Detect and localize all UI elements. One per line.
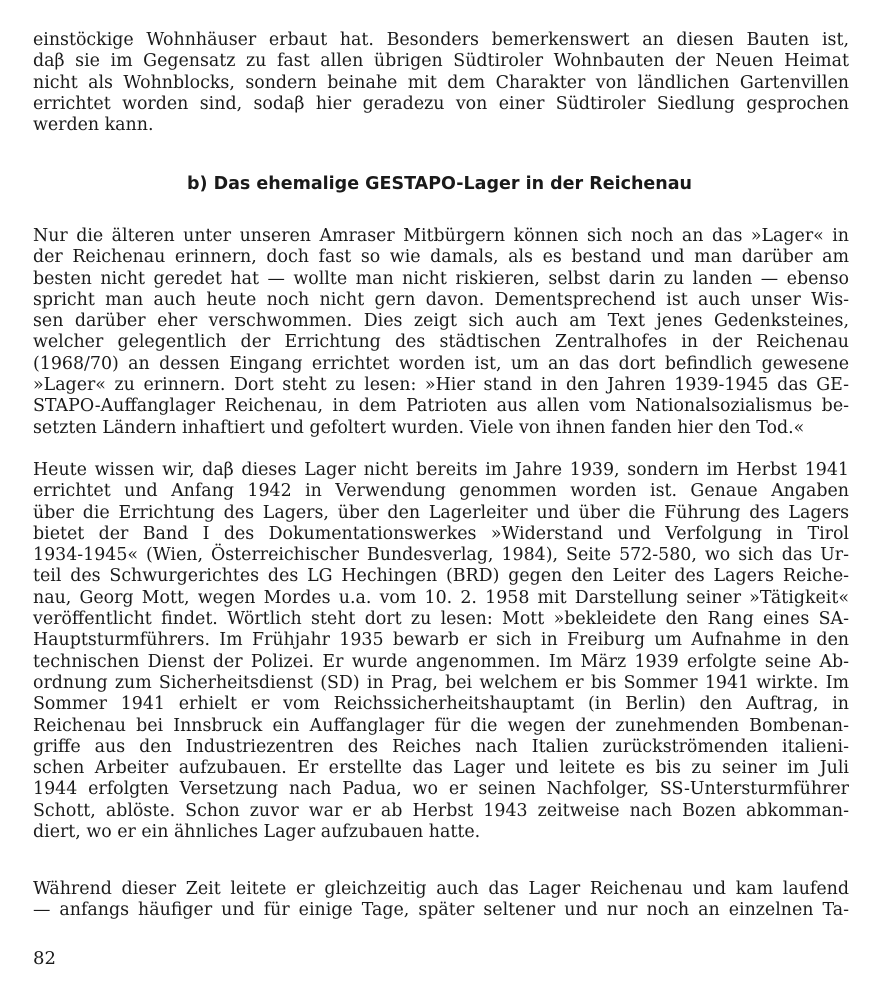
text-line: — anfangs häufiger und für einige Tage, später seltener und nur noch an einzelnen Ta- [33, 900, 849, 921]
text-line: teil des Schwurgerichtes des LG Hechingen (BRD) gegen den Leiter des Lagers Reiche- [33, 566, 849, 587]
text-line: welcher gelegentlich der Errichtung des städtischen Zentralhofes in der Reichenau [33, 332, 849, 353]
text-line: besten nicht geredet hat — wollte man nicht riskieren, selbst darin zu landen — ebenso [33, 268, 849, 289]
text-line: STAPO-Auffanglager Reichenau, in dem Patrioten aus allen vom Nationalsozialismus be- [33, 396, 849, 417]
text-line: nicht als Wohnblocks, sondern beinahe mit dem Charakter von ländlichen Gartenvillen [33, 72, 849, 93]
text-line: Nur die älteren unter unseren Amraser Mitbürgern können sich noch an das »Lager« in [33, 226, 849, 246]
text-line: der Reichenau erinnern, doch fast so wie damals, als es bestand und man darüber am [33, 247, 849, 268]
text-line: Heute wissen wir, daβ dieses Lager nicht bereits im Jahre 1939, sondern im Herbst 1941 [33, 460, 849, 480]
text-line: technischen Dienst der Polizei. Er wurde angenommen. Im März 1939 erfolgte seine Ab- [33, 651, 849, 672]
text-line: (1968/70) an dessen Eingang errichtet worden ist, um an das dort befindlich gewesene [33, 353, 849, 374]
text-line: »Lager« zu erinnern. Dort steht zu lesen: »Hier stand in den Jahren 1939-1945 das GE- [33, 375, 849, 396]
text-line: über die Errichtung des Lagers, über den Lagerleiter und über die Führung des Lagers [33, 502, 849, 523]
text-line: nau, Georg Mott, wegen Mordes u.a. vom 10. 2. 1958 mit Darstellung seiner »Tätigkeit« [33, 587, 849, 608]
text-line: Hauptsturmführers. Im Frühjahr 1935 bewarb er sich in Freiburg um Aufnahme in den [33, 630, 849, 651]
text-line: spricht man auch heute noch nicht gern davon. Dementsprechend ist auch unser Wis- [33, 289, 849, 310]
text-line: sen darüber eher verschwommen. Dies zeigt sich auch am Text jenes Gedenksteines, [33, 311, 849, 332]
text-line: schen Arbeiter aufzubauen. Er erstellte das Lager und leitete es bis zu seiner im Juli [33, 758, 849, 779]
text-line: setzten Ländern inhaftiert und gefoltert wurden. Viele von ihnen fanden hier den Tod.« [33, 417, 805, 438]
paragraph-1 [33, 226, 849, 439]
text-line: Während dieser Zeit leitete er gleichzeitig auch das Lager Reichenau und kam laufend [33, 879, 849, 899]
text-line: Schott, ablöste. Schon zuvor war er ab Herbst 1943 zeitweise nach Bozen abkomman- [33, 800, 849, 821]
text-line: Sommer 1941 erhielt er vom Reichssicherheitshauptamt (in Berlin) den Auftrag, in [33, 694, 849, 715]
text-line: errichtet worden sind, sodaβ hier geradezu von einer Südtiroler Siedlung gesprochen [33, 93, 849, 114]
text-line: 1934-1945« (Wien, Österreichischer Bundesverlag, 1984), Seite 572-580, wo sich das Ur- [33, 545, 849, 566]
text-line: griffe aus den Industriezentren des Reiches nach Italien zurückströmenden italieni- [33, 736, 849, 757]
text-line: 1944 erfolgten Versetzung nach Padua, wo er seinen Nachfolger, SS-Untersturmführer [33, 779, 849, 800]
paragraph-3 [33, 879, 849, 922]
text-line: ordnung zum Sicherheitsdienst (SD) in Prag, bei welchem er bis Sommer 1941 wirkte. Im [33, 672, 849, 693]
page-number: 82 [33, 948, 56, 969]
text-line: veröffentlicht findet. Wörtlich steht dort zu lesen: Mott »bekleidete den Rang eines SA- [33, 609, 849, 630]
text-line: werden kann. [33, 115, 154, 136]
text-line: diert, wo er ein ähnliches Lager aufzubauen hatte. [33, 822, 481, 843]
intro-paragraph [33, 30, 849, 136]
paragraph-2 [33, 460, 849, 843]
text-line: einstöckige Wohnhäuser erbaut hat. Besonders bemerkenswert an diesen Bauten ist, [33, 30, 849, 50]
section-heading: b) Das ehemalige GESTAPO-Lager in der Reichenau [186, 174, 693, 194]
text-line: daβ sie im Gegensatz zu fast allen übrigen Südtiroler Wohnbauten der Neuen Heimat [33, 51, 849, 72]
text-line: bietet der Band I des Dokumentationswerkes »Widerstand und Verfolgung in Tirol [33, 523, 849, 544]
text-line: Reichenau bei Innsbruck ein Auffanglager für die wegen der zunehmenden Bombenan- [33, 715, 849, 736]
text-line: errichtet und Anfang 1942 in Verwendung genommen worden ist. Genaue Angaben [33, 481, 849, 502]
